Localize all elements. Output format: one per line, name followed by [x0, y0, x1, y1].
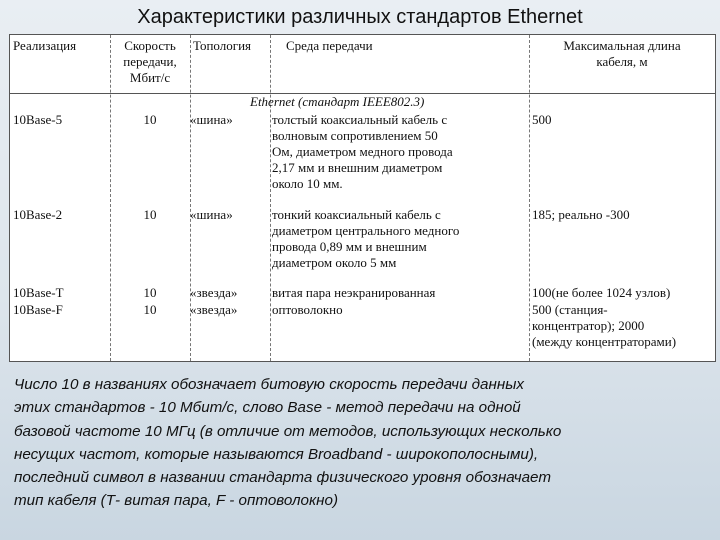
row-impl: 10Base-F	[13, 302, 63, 317]
row-impl: 10Base-T	[13, 285, 64, 300]
row-medium: тонкий коаксиальный кабель с диаметром центрального медного провода 0,89 мм и внешним диаметром около 5 мм	[272, 207, 460, 270]
row-speed: 10	[143, 207, 157, 222]
header-medium: Среда передачи	[286, 38, 373, 53]
row-topology: «шина»	[190, 207, 233, 222]
ethernet-standards-table	[9, 34, 716, 362]
row-medium: толстый коаксиальный кабель с волновым сопротивлением 50 Ом, диаметром медного провода 2,17 мм и внешним диаметром около 10 мм.	[272, 112, 453, 191]
row-max-length: 500	[532, 112, 552, 127]
row-medium: витая пара неэкранированная	[272, 285, 436, 300]
row-speed: 10	[143, 302, 157, 317]
row-max-length: 185; реально -300	[532, 207, 630, 222]
header-speed: Скорость передачи, Мбит/с	[123, 38, 177, 85]
row-impl: 10Base-5	[13, 112, 63, 127]
column-divider	[270, 35, 271, 361]
row-medium: оптоволокно	[272, 302, 343, 317]
group-label: Ethernet (стандарт IEEE802.3)	[250, 94, 425, 109]
header-max-length: Максимальная длина кабеля, м	[563, 38, 681, 69]
column-divider	[529, 35, 530, 361]
row-topology: «звезда»	[190, 285, 238, 300]
explanation-text: Число 10 в названиях обозначает битовую скорость передачи данных этих стандартов - 10 Мбит/с, слово Base - метод передачи на одной базовой частоте 10 МГц (в отличие от методов, использующих несколько несущих частот, которые называются Broadband - широкополосными), последний символ в названии стандарта физического уровня обозначает тип кабеля (Т- витая пара, F - оптоволокно)	[14, 376, 562, 510]
slide-title: Характеристики различных стандартов Ethernet	[137, 6, 583, 28]
header-topology: Топология	[193, 38, 252, 53]
row-speed: 10	[143, 112, 157, 127]
row-topology: «шина»	[190, 112, 233, 127]
row-max-length: 500 (станция- концентратор); 2000 (между концентраторами)	[532, 302, 677, 349]
row-topology: «звезда»	[190, 302, 238, 317]
row-impl: 10Base-2	[13, 207, 63, 222]
row-max-length: 100(не более 1024 узлов)	[532, 285, 671, 300]
row-speed: 10	[143, 285, 157, 300]
header-implementation: Реализация	[13, 38, 77, 53]
